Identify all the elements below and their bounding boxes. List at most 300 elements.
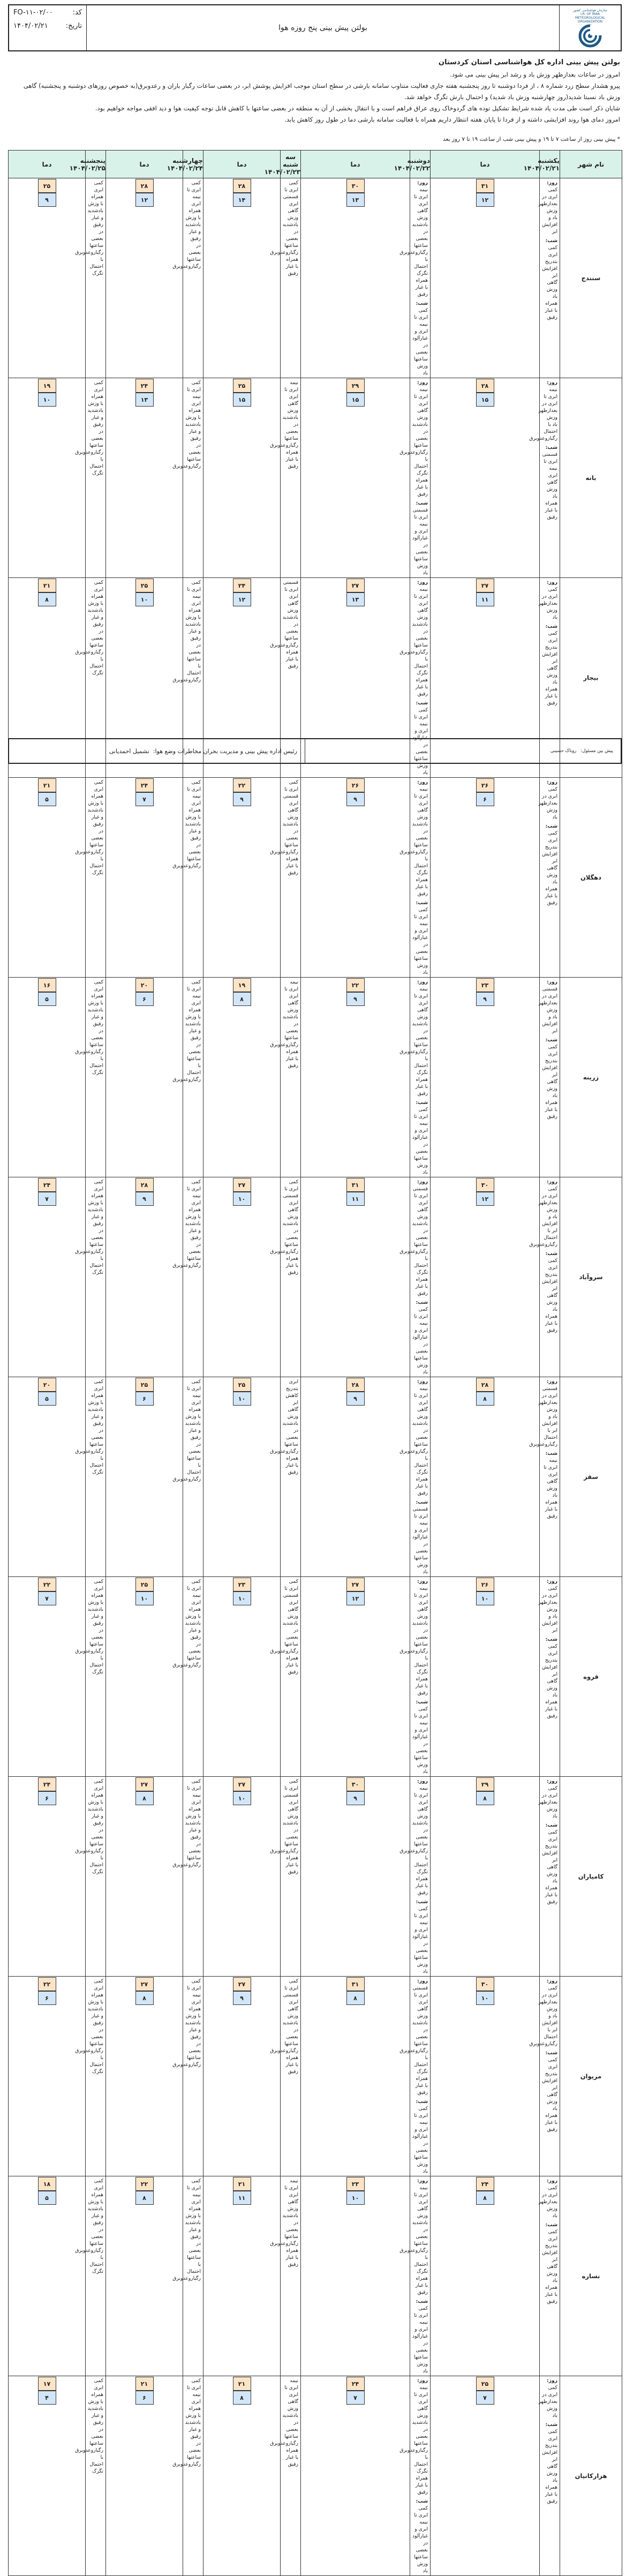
forecast-text: کمی ابری همراه با وزش بادشدید و غبار رقیق در بعضی ساعتها رگباروعدوبرق با احتمال تگرگ <box>75 580 103 676</box>
day-forecast <box>399 1978 428 2096</box>
min-temp-box: ۸ <box>233 992 251 1006</box>
day-forecast-text: نیمه ابری تا ابری گاهی وزش بادشدید در بعضی ساعتها رگباروعدوبرق با احتمال تگرگ همراه با غبار رقیق <box>399 2185 428 2295</box>
max-temp-box: ۲۸ <box>476 379 494 393</box>
day-forecast-text: کمی ابری در بعدازظهر وزش باد و افزایش ابر <box>538 1586 557 1633</box>
min-temp-box: ۹ <box>346 992 365 1006</box>
night-forecast-text: کمی ابری بتدریج افزایش ابر گاهی وزش باد همراه با غبار رقیق <box>542 1044 557 1120</box>
intro-line: شایان ذکر است طی مدت یاد شده شرایط تشکیل توده های گردوخاک روی عراق فراهم است و با انتقال بخشی از آن به منطقه در بعضی ساعتها با کاهش قابل توجه کیفیت هوا و دید افقی مواجه خواهیم بود. <box>95 104 620 112</box>
forecast-description-cell <box>529 378 560 578</box>
day-forecast <box>529 1378 557 1448</box>
table-header-row <box>9 151 622 178</box>
day-label: روز: <box>417 979 428 985</box>
temp-column-header: دما <box>301 151 410 178</box>
table-row <box>9 1177 622 1377</box>
forecast-description-cell <box>75 1177 106 1377</box>
city-name-cell: زرینه <box>560 978 622 1177</box>
day-forecast <box>399 179 428 298</box>
max-temp-box: ۱۶ <box>38 978 56 992</box>
night-forecast-text: قسمتی ابری تا نیمه ابری گاهی وزش باد همراه با غبار رقیق <box>542 452 557 520</box>
night-forecast <box>412 300 428 377</box>
max-temp-box: ۲۹ <box>476 1777 494 1791</box>
min-temp-box: ۱۵ <box>346 393 365 407</box>
max-temp-box: ۱۷ <box>38 2377 56 2391</box>
night-forecast-text: کمی ابری تا نیمه ابری و غبارآلود در بعضی ساعتها وزش باد <box>412 1107 428 1175</box>
min-temp-box: ۵ <box>38 1392 56 1406</box>
temp-column-header: دما <box>9 151 86 178</box>
min-temp-box: ۶ <box>135 1392 154 1406</box>
night-label: شب: <box>545 1822 557 1828</box>
night-label: شب: <box>416 301 428 306</box>
forecast-description-cell <box>540 2376 560 2576</box>
night-forecast <box>542 2421 557 2505</box>
temperature-cell <box>301 1377 410 1577</box>
night-label: شب: <box>416 900 428 906</box>
forecast-description-cell <box>172 2176 203 2376</box>
temperature-cell <box>9 978 86 1177</box>
day-forecast <box>538 2177 557 2219</box>
forecast-description-cell <box>172 1177 203 1377</box>
logo-area <box>559 5 621 50</box>
min-temp-box: ۶ <box>476 792 494 806</box>
forecaster-label: پیش بین مسئول: <box>580 748 613 754</box>
day-column-header: چهارشنبه ۱۴۰۴/۰۲/۲۴ <box>183 151 203 178</box>
forecast-description-cell <box>270 1577 301 1777</box>
forecast-text: کمی ابری تا قسمتی ابری گاهی وزش بادشدید در بعضی ساعتها رگباروعدوبرق همراه با غبار رقیق <box>270 1978 298 2075</box>
min-temp-box: ۷ <box>38 1591 56 1605</box>
document-meta <box>9 5 87 50</box>
day-forecast-text: نیمه ابری تا ابری گاهی وزش بادشدید در بعضی ساعتها رگباروعدوبرق با احتمال تگرگ همراه با غبار رقیق <box>399 1386 428 1496</box>
max-temp-box: ۳۰ <box>346 1777 365 1791</box>
forecast-description-cell <box>529 1377 560 1577</box>
forecast-description-cell <box>75 1377 106 1577</box>
forecast-description-cell <box>270 178 301 378</box>
day-forecast-text: کمی ابری در بعدازظهر وزش باد و افزایش ابر با احتمال رگباروعدوبرق <box>529 1186 557 1248</box>
day-label: روز: <box>417 779 428 785</box>
temperature-cell <box>431 2176 540 2376</box>
forecast-text: کمی ابری تا نیمه ابری همراه با وزش بادشدید و غبار رقیق در بعضی ساعتها با احتمال رگباروعدوبرق <box>172 1379 201 1482</box>
night-forecast <box>412 1499 428 1575</box>
min-temp-box: ۱۰ <box>135 592 154 606</box>
night-forecast-text: کمی ابری تا نیمه ابری و غبارآلود در بعضی ساعتها وزش باد <box>412 1906 428 1974</box>
day-forecast <box>399 379 428 498</box>
min-temp-box: ۸ <box>476 2191 494 2205</box>
code-value: FO-۱۱-۰۲/۰۰ <box>13 9 53 17</box>
min-temp-box: ۷ <box>38 1192 56 1206</box>
night-forecast <box>542 237 557 321</box>
temperature-cell <box>301 1577 410 1777</box>
logo-org-line: METEOROLOGICAL <box>575 16 605 20</box>
forecast-description-cell <box>270 378 301 578</box>
min-temp-box: ۵ <box>38 792 56 806</box>
day-forecast-text: کمی ابری در بعدازظهر وزش باد <box>538 2385 557 2419</box>
day-label: روز: <box>417 1379 428 1385</box>
max-temp-box: ۲۵ <box>135 1578 154 1591</box>
night-forecast <box>542 444 557 521</box>
day-forecast <box>529 1178 557 1248</box>
max-temp-box: ۲۷ <box>135 1777 154 1791</box>
min-temp-box: ۴ <box>38 2391 56 2405</box>
forecast-description-cell <box>270 978 301 1177</box>
forecast-description-cell <box>75 378 106 578</box>
max-temp-box: ۱۹ <box>233 978 251 992</box>
forecast-description-cell <box>270 778 301 978</box>
forecast-description-cell <box>540 1777 560 1977</box>
day-forecast <box>399 579 428 697</box>
min-temp-box: ۸ <box>346 1991 365 2005</box>
min-temp-box: ۱۲ <box>135 193 154 207</box>
table-row <box>9 1977 622 2176</box>
day-label: روز: <box>417 580 428 585</box>
date-label: تاریخ: <box>65 22 82 30</box>
forecast-text: کمی ابری تا نیمه ابری همراه با وزش بادشدید و غبار رقیق در بعضی ساعتها رگباروعدوبرق <box>172 180 201 269</box>
day-forecast-text: کمی ابری در بعدازظهر وزش باد <box>538 587 557 620</box>
night-forecast <box>412 899 428 976</box>
day-label: روز: <box>547 180 557 186</box>
forecast-description-cell <box>75 778 106 978</box>
forecaster-name: روناک حسینی <box>550 748 577 754</box>
night-forecast-text: کمی ابری بتدریج افزایش ابر گاهی وزش باد همراه با غبار رقیق <box>542 830 557 906</box>
day-forecast-text: نیمه ابری تا ابری گاهی وزش بادشدید در بعضی ساعتها رگباروعدوبرق با احتمال تگرگ همراه با غبار رقیق <box>399 387 428 497</box>
min-temp-box: ۸ <box>135 2191 154 2205</box>
max-temp-box: ۱۹ <box>38 379 56 393</box>
night-label: شب: <box>416 700 428 706</box>
forecast-description-cell <box>270 1177 301 1377</box>
temperature-cell <box>9 1977 86 2176</box>
day-forecast-text: قسمتی ابری تا ابری گاهی وزش بادشدید در بعضی ساعتها رگباروعدوبرق با احتمال تگرگ همراه با غبار رقیق <box>399 1985 428 2096</box>
table-row <box>9 178 622 378</box>
max-temp-box: ۲۸ <box>233 179 251 193</box>
min-temp-box: ۱۴ <box>233 193 251 207</box>
night-label: شب: <box>545 1636 557 1642</box>
max-temp-box: ۲۲ <box>38 1578 56 1591</box>
forecast-description-cell <box>540 1577 560 1777</box>
forecast-description-cell <box>399 1577 431 1777</box>
day-column-header: سه شنبه ۱۴۰۴/۰۲/۲۳ <box>281 151 301 178</box>
city-name-cell: سقز <box>560 1377 622 1577</box>
max-temp-box: ۳۱ <box>346 1178 365 1192</box>
forecast-description-cell <box>399 978 431 1177</box>
forecast-text: کمی ابری همراه با وزش بادشدید و غبار رقیق در بعضی ساعتها رگباروعدوبرق با احتمال تگرگ <box>75 1579 103 1675</box>
max-temp-box: ۲۴ <box>135 778 154 792</box>
night-forecast <box>542 623 557 707</box>
night-forecast-text: کمی ابری تا نیمه ابری و غبارآلود در بعضی ساعتها وزش باد <box>412 307 428 376</box>
temperature-cell <box>106 1577 183 1777</box>
forecast-text: کمی ابری تا نیمه ابری همراه با وزش بادشدید و غبار رقیق در بعضی ساعتها رگباروعدوبرق <box>172 2378 201 2467</box>
max-temp-box: ۲۸ <box>476 1378 494 1392</box>
day-label: روز: <box>547 1379 557 1385</box>
head-name: نشمیل احمدیانی <box>109 747 149 755</box>
forecast-description-cell <box>75 1977 106 2176</box>
forecast-description-cell <box>540 778 560 978</box>
forecast-description-cell <box>172 2376 203 2576</box>
min-temp-box: ۱۱ <box>476 592 494 606</box>
temperature-cell <box>106 1977 183 2176</box>
forecast-description-cell <box>399 1377 431 1577</box>
day-label: روز: <box>417 380 428 386</box>
night-label: شب: <box>545 823 557 829</box>
forecast-description-cell <box>270 1377 301 1577</box>
night-label: شب: <box>545 1251 557 1257</box>
max-temp-box: ۲۲ <box>135 2177 154 2191</box>
day-forecast-text: نیمه ابری تا ابری گاهی وزش بادشدید در بعضی ساعتها رگباروعدوبرق با احتمال تگرگ همراه با غبار رقیق <box>399 986 428 1097</box>
min-temp-box: ۱۰ <box>233 1192 251 1206</box>
night-forecast <box>412 1099 428 1176</box>
forecast-description-cell <box>75 2176 106 2376</box>
night-label: شب: <box>545 1037 557 1043</box>
min-temp-box: ۹ <box>233 792 251 806</box>
intro-line: امروز در ساعات بعدازظهر وزش باد و رشد ابر پیش بینی می شود. <box>450 71 620 78</box>
intro-heading: بولتن پیش بینی اداره کل هواشناسی استان کردستان <box>438 58 620 66</box>
day-label: روز: <box>417 2178 428 2184</box>
day-label: روز: <box>547 979 557 985</box>
table-row <box>9 378 622 578</box>
min-temp-box: ۱۰ <box>135 1591 154 1605</box>
forecast-description-cell <box>399 1177 431 1377</box>
temperature-cell <box>9 378 86 578</box>
min-temp-box: ۱۰ <box>476 1991 494 2005</box>
min-temp-box: ۹ <box>346 792 365 806</box>
temperature-cell <box>431 1177 540 1377</box>
meteorological-organization-logo-icon <box>576 25 604 47</box>
temperature-cell <box>9 2176 86 2376</box>
temperature-cell <box>301 378 410 578</box>
day-forecast <box>399 779 428 897</box>
night-label: شب: <box>416 1899 428 1905</box>
forecast-time-note: * پیش بینی روز از ساعت ۷ تا ۱۹ و پیش بینی شب از ساعت ۱۹ تا ۷ روز بعد <box>443 136 620 142</box>
temperature-cell <box>106 2376 183 2576</box>
night-forecast <box>542 1450 557 1520</box>
temperature-cell <box>9 2376 86 2576</box>
min-temp-box: ۹ <box>346 1392 365 1406</box>
city-name-cell: بانه <box>560 378 622 578</box>
temperature-cell <box>203 178 281 378</box>
night-forecast <box>412 1898 428 1975</box>
day-column-header: پنجشنبه ۱۴۰۴/۰۲/۲۵ <box>86 151 106 178</box>
temperature-cell <box>203 2176 281 2376</box>
max-temp-box: ۲۱ <box>38 778 56 792</box>
forecast-description-cell <box>75 978 106 1177</box>
forecast-text: کمی ابری همراه با وزش بادشدید و غبار رقیق در بعضی ساعتها رگباروعدوبرق با احتمال تگرگ <box>75 2378 103 2474</box>
min-temp-box: ۸ <box>476 1392 494 1406</box>
forecast-text: کمی ابری تا نیمه ابری همراه با وزش بادشدید و غبار رقیق در بعضی ساعتها رگباروعدوبرق <box>172 779 201 869</box>
night-forecast <box>542 2049 557 2133</box>
forecast-description-cell <box>399 1977 431 2176</box>
date-value: ۱۴۰۴/۰۲/۲۱ <box>13 22 48 30</box>
forecast-description-cell <box>172 1377 203 1577</box>
min-temp-box: ۸ <box>135 1791 154 1805</box>
table-row <box>9 1377 622 1577</box>
day-forecast-text: کمی ابری در بعدازظهر وزش باد و افزایش ابر <box>538 187 557 235</box>
forecaster-cell <box>305 739 621 763</box>
min-temp-box: ۶ <box>38 1791 56 1805</box>
day-label: روز: <box>417 180 428 186</box>
day-forecast <box>538 979 557 1034</box>
table-row <box>9 2376 622 2576</box>
temperature-cell <box>301 2376 410 2576</box>
day-label: روز: <box>547 2178 557 2184</box>
min-temp-box: ۱۳ <box>346 592 365 606</box>
temperature-cell <box>9 1377 86 1577</box>
max-temp-box: ۲۱ <box>233 2177 251 2191</box>
min-temp-box: ۱۲ <box>346 1591 365 1605</box>
night-label: شب: <box>416 1699 428 1705</box>
max-temp-box: ۲۷ <box>346 1578 365 1591</box>
head-cell <box>9 739 305 763</box>
forecast-description-cell <box>172 378 203 578</box>
forecast-description-cell <box>75 178 106 378</box>
forecast-text: قسمتی ابری تا ابری گاهی وزش بادشدید در بعضی ساعتها رگباروعدوبرق همراه با غبار رقیق <box>270 580 298 669</box>
min-temp-box: ۱۰ <box>233 1392 251 1406</box>
temperature-cell <box>431 778 540 978</box>
night-forecast-text: کمی ابری بتدریج افزایش ابر گاهی وزش باد همراه با غبار رقیق <box>542 1829 557 1905</box>
night-forecast-text: کمی ابری بتدریج افزایش ابر گاهی وزش باد همراه با غبار رقیق <box>542 1258 557 1333</box>
temperature-cell <box>9 178 86 378</box>
night-forecast <box>542 2221 557 2305</box>
day-forecast <box>538 179 557 235</box>
day-forecast <box>399 2377 428 2496</box>
day-forecast <box>538 779 557 821</box>
table-row <box>9 1777 622 1977</box>
max-temp-box: ۲۴ <box>346 2377 365 2391</box>
min-temp-box: ۱۱ <box>346 1192 365 1206</box>
day-column-header: یکشنبه ۱۴۰۴/۰۲/۲۱ <box>540 151 560 178</box>
temperature-cell <box>106 378 183 578</box>
day-forecast <box>399 1778 428 1896</box>
day-label: روز: <box>547 1778 557 1784</box>
night-label: شب: <box>545 2222 557 2228</box>
max-temp-box: ۲۷ <box>233 1777 251 1791</box>
night-forecast <box>542 823 557 906</box>
forecast-description-cell <box>529 1977 560 2176</box>
max-temp-box: ۲۵ <box>476 2377 494 2391</box>
max-temp-box: ۲۶ <box>476 778 494 792</box>
night-forecast-text: کمی ابری بتدریج افزایش ابر گاهی وزش باد همراه با غبار رقیق <box>542 2229 557 2304</box>
temperature-cell <box>431 1577 540 1777</box>
night-label: شب: <box>545 2422 557 2428</box>
day-label: روز: <box>417 1978 428 1984</box>
min-temp-box: ۹ <box>233 1991 251 2005</box>
night-forecast <box>542 1822 557 1905</box>
temperature-cell <box>203 1177 281 1377</box>
forecast-description-cell <box>540 978 560 1177</box>
min-temp-box: ۱۳ <box>135 393 154 407</box>
min-temp-box: ۷ <box>135 792 154 806</box>
min-temp-box: ۸ <box>476 1791 494 1805</box>
max-temp-box: ۲۵ <box>233 379 251 393</box>
intro-line: امروز دمای هوا روند افزایشی داشته و از فردا تا پایان هفته انتظار داریم همراه با فعالیت سامانه بارشی دما در طول روز کاهش یابد. <box>284 116 620 123</box>
min-temp-box: ۵ <box>38 2191 56 2205</box>
day-forecast <box>399 2177 428 2296</box>
min-temp-box: ۵ <box>38 992 56 1006</box>
min-temp-box: ۶ <box>38 1991 56 2005</box>
day-forecast <box>399 1378 428 1497</box>
temperature-cell <box>106 778 183 978</box>
forecast-description-cell <box>270 2176 301 2376</box>
forecast-description-cell <box>270 1977 301 2176</box>
max-temp-box: ۲۵ <box>135 1378 154 1392</box>
night-forecast <box>542 1250 557 1334</box>
max-temp-box: ۲۴ <box>38 1777 56 1791</box>
city-name-cell: سنندج <box>560 178 622 378</box>
min-temp-box: ۱۵ <box>476 393 494 407</box>
forecast-description-cell <box>399 378 431 578</box>
night-forecast-text: کمی ابری تا نیمه ابری و غبارآلود در بعضی ساعتها وزش باد <box>412 2305 428 2374</box>
temp-column-header: دما <box>431 151 540 178</box>
max-temp-box: ۲۴ <box>135 379 154 393</box>
city-column-header: نام شهر <box>560 151 622 178</box>
forecast-description-cell <box>540 2176 560 2376</box>
day-forecast <box>538 1778 557 1820</box>
forecast-description-cell <box>399 2376 431 2576</box>
max-temp-box: ۲۴ <box>38 1178 56 1192</box>
temperature-cell <box>301 1777 410 1977</box>
temperature-cell <box>301 978 410 1177</box>
min-temp-box: ۸ <box>233 2391 251 2405</box>
forecast-text: کمی ابری تا نیمه ابری همراه با وزش بادشدید و غبار رقیق در بعضی ساعتها با احتمال رگباروعدوبرق <box>172 580 201 683</box>
night-forecast-text: کمی ابری تا نیمه ابری و غبارآلود در بعضی ساعتها وزش باد <box>412 2505 428 2574</box>
night-forecast-text: کمی ابری بتدریج افزایش ابر گاهی وزش باد همراه با غبار رقیق <box>542 245 557 320</box>
temperature-cell <box>431 1977 540 2176</box>
min-temp-box: ۹ <box>476 992 494 1006</box>
temperature-cell <box>431 1377 540 1577</box>
temperature-cell <box>203 378 281 578</box>
max-temp-box: ۳۰ <box>476 1977 494 1991</box>
day-forecast-text: کمی ابری در بعدازظهر وزش باد <box>538 1785 557 1819</box>
forecast-description-cell <box>399 778 431 978</box>
min-temp-box: ۱۰ <box>233 1591 251 1605</box>
day-label: روز: <box>417 1179 428 1185</box>
temperature-cell <box>106 1377 183 1577</box>
max-temp-box: ۲۷ <box>476 579 494 592</box>
day-forecast <box>538 579 557 621</box>
forecast-text: کمی ابری تا قسمتی ابری گاهی وزش بادشدید در بعضی ساعتها رگباروعدوبرق همراه با غبار رقیق <box>270 779 298 876</box>
table-row <box>9 1577 622 1777</box>
day-column-header: دوشنبه ۱۴۰۴/۰۲/۲۲ <box>410 151 431 178</box>
forecast-description-cell <box>172 1577 203 1777</box>
table-row <box>9 778 622 978</box>
city-name-cell: هزارکانیان <box>560 2376 622 2576</box>
logo-org-line: سازمان هواشناسی کشور <box>573 9 607 12</box>
max-temp-box: ۳۰ <box>346 179 365 193</box>
temperature-cell <box>203 1577 281 1777</box>
day-label: روز: <box>547 1978 557 1984</box>
min-temp-box: ۷ <box>346 2391 365 2405</box>
min-temp-box: ۹ <box>38 193 56 207</box>
forecast-text: کمی ابری تا نیمه ابری همراه با وزش بادشدید و غبار رقیق در بعضی ساعتها رگباروعدوبرق <box>172 1778 201 1868</box>
day-forecast-text: نیمه ابری تا ابری گاهی وزش بادشدید در بعضی ساعتها رگباروعدوبرق با احتمال تگرگ همراه با غبار رقیق <box>399 587 428 697</box>
day-label: روز: <box>547 779 557 785</box>
forecast-description-cell <box>399 2176 431 2376</box>
day-forecast-text: کمی ابری در بعدازظهر وزش باد <box>538 786 557 820</box>
max-temp-box: ۲۹ <box>346 379 365 393</box>
min-temp-box: ۱۰ <box>476 1591 494 1605</box>
day-label: روز: <box>417 1778 428 1784</box>
forecast-description-cell <box>75 1777 106 1977</box>
city-name-cell: دهگلان <box>560 778 622 978</box>
forecast-description-cell <box>399 1777 431 1977</box>
min-temp-box: ۷ <box>476 2391 494 2405</box>
city-name-cell: سروآباد <box>560 1177 622 1377</box>
night-forecast-text: کمی ابری بتدریج افزایش ابر گاهی وزش باد همراه با غبار رقیق <box>542 1643 557 1719</box>
night-forecast-text: کمی ابری بتدریج افزایش ابر گاهی وزش باد همراه با غبار رقیق <box>542 630 557 706</box>
night-forecast <box>412 500 428 576</box>
max-temp-box: ۲۰ <box>38 1378 56 1392</box>
city-name-cell: قروه <box>560 1577 622 1777</box>
temperature-cell <box>301 1177 410 1377</box>
forecast-table-body <box>9 178 622 2576</box>
forecast-text: کمی ابری تا نیمه ابری همراه با وزش بادشدید و غبار رقیق در بعضی ساعتها با احتمال رگباروعدوبرق <box>172 2178 201 2281</box>
max-temp-box: ۲۷ <box>233 1178 251 1192</box>
